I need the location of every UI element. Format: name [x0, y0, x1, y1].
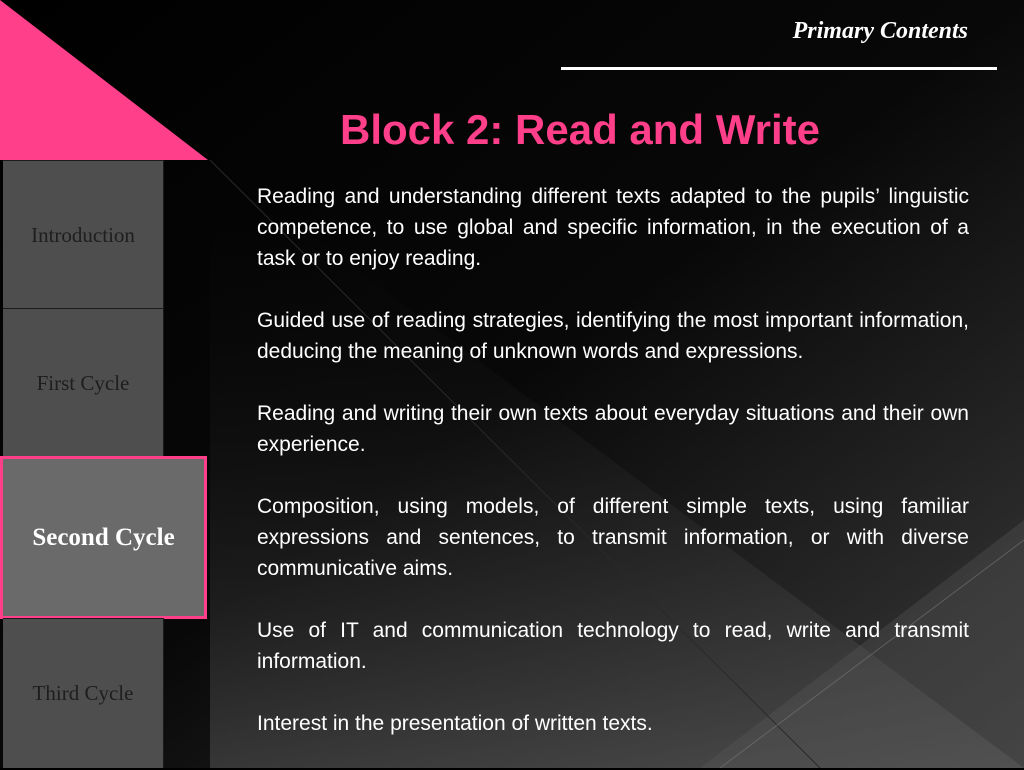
- section-header-title: Primary Contents: [792, 18, 968, 44]
- sidebar-item-introduction[interactable]: Introduction: [3, 160, 164, 309]
- content-paragraph: Interest in the presentation of written texts.: [257, 712, 653, 735]
- sidebar-item-first-cycle[interactable]: First Cycle: [3, 308, 164, 457]
- content-paragraph: Reading and understanding different texts adapted to the pupils’ linguistic competence, to use global and specific information, in the execution of a task or to enjoy reading.: [257, 185, 969, 270]
- content-paragraph: Reading and writing their own texts about everyday situations and their own experience.: [257, 402, 969, 456]
- slide-title: Block 2: Read and Write: [339, 106, 820, 153]
- content-paragraph: Composition, using models, of different simple texts, using familiar expressions and sentences, to transmit information, or with diverse communicative aims.: [257, 495, 969, 580]
- sidebar-navigation: [0, 160, 210, 768]
- content-body: [257, 181, 969, 770]
- content-paragraph: Guided use of reading strategies, identifying the most important information, deducing the meaning of unknown words and expressions.: [257, 309, 969, 363]
- sidebar-item-second-cycle[interactable]: Second Cycle: [0, 456, 207, 619]
- sidebar-item-third-cycle[interactable]: Third Cycle: [3, 618, 164, 768]
- header-divider: [561, 67, 997, 70]
- content-paragraph: Use of IT and communication technology to read, write and transmit information.: [257, 619, 969, 673]
